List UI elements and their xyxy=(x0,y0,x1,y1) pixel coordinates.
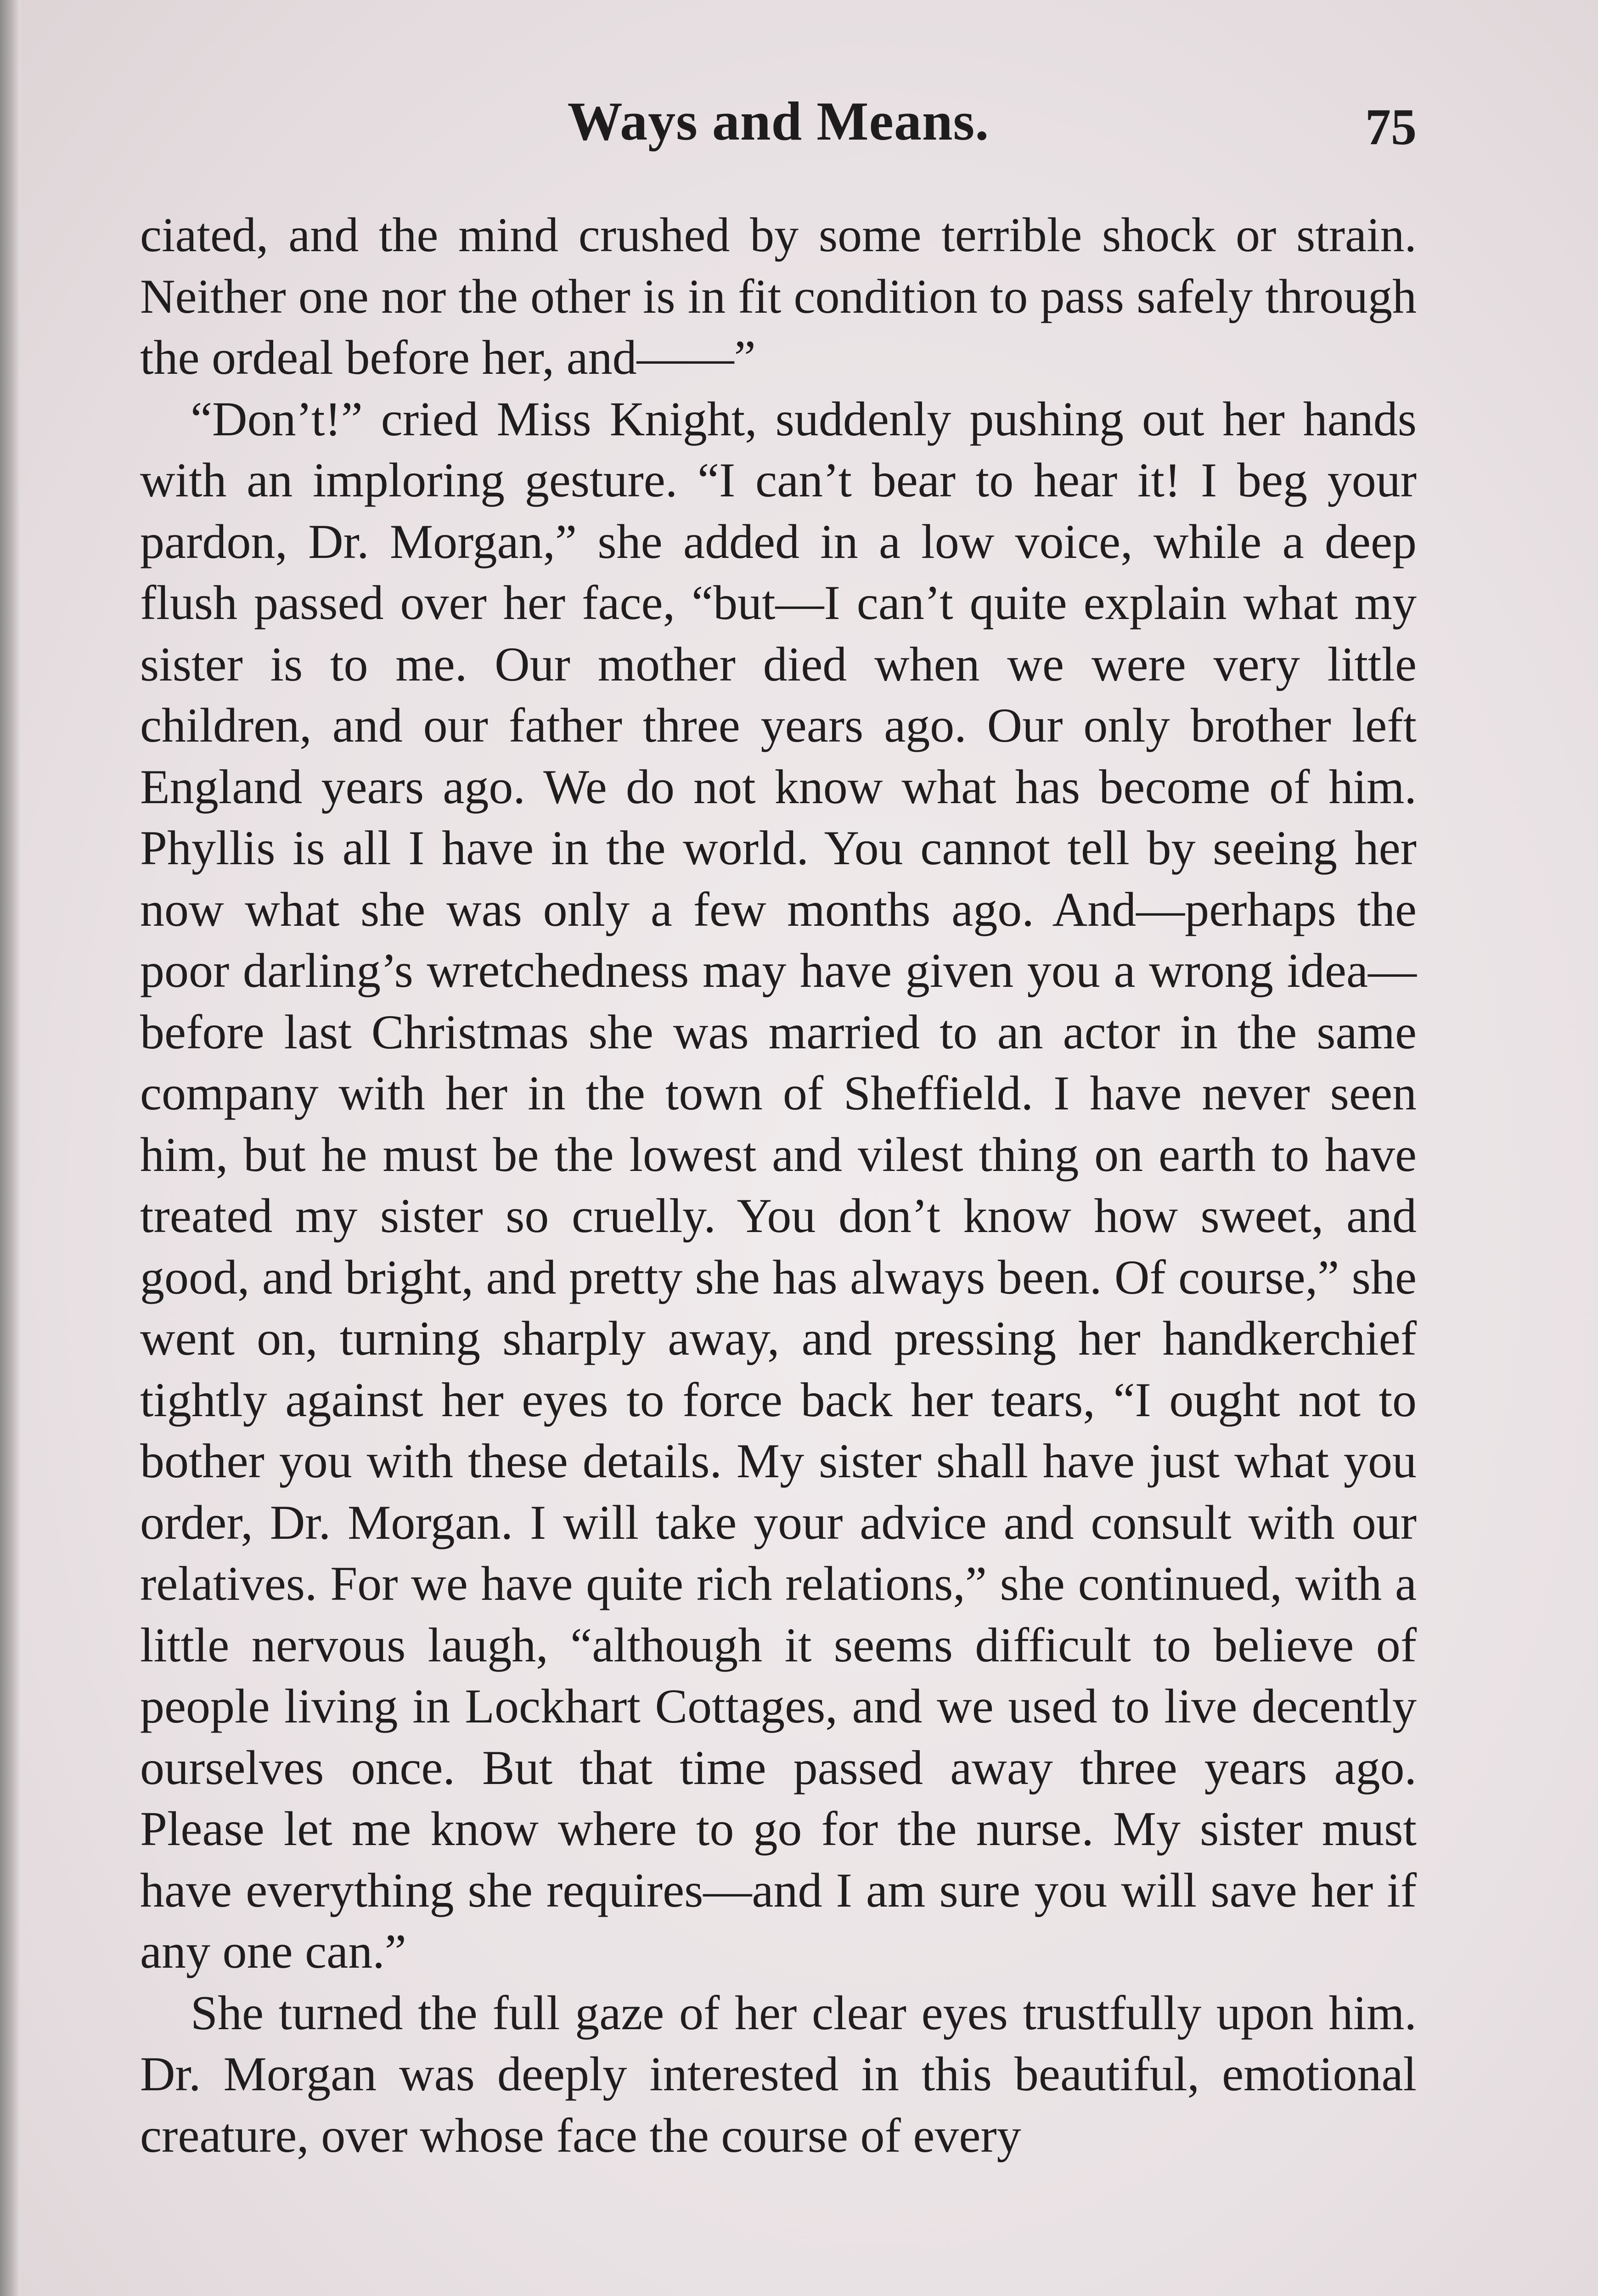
page-gutter-edge xyxy=(0,0,20,2296)
page-header xyxy=(140,90,1417,158)
body-text xyxy=(140,204,1417,2166)
paragraph-continued: ciated, and the mind crushed by some terrible shock or strain. Neither one nor the other is in fit condition to pass safely through the ordeal before her, and——” xyxy=(140,208,1417,384)
paragraph-narration: She turned the full gaze of her clear eyes trustfully upon him. Dr. Morgan was deeply interested in this beautiful, emotional creature, over whose face the course of every xyxy=(140,1986,1417,2162)
running-title: Ways and Means. xyxy=(567,90,990,152)
paragraph-dialogue: “Don’t!” cried Miss Knight, suddenly pushing out her hands with an imploring gesture. “I can’t bear to hear it! I beg your pardon, Dr. Morgan,” she added in a low voice, while a deep flush passed over her face, “but—I can’t quite explain what my sister is to me. Our mother died when we were very little children, and our father three years ago. Our only brother left England years ago. We do not know what has become of him. Phyllis is all I have in the world. You cannot tell by seeing her now what she was only a few months ago. And—perhaps the poor darling’s wretchedness may have given you a wrong idea—before last Christmas she was married to an actor in the same company with her in the town of Sheffield. I have never seen him, but he must be the lowest and vilest thing on earth to have treated my sister so cruelly. You don’t know how sweet, and good, and bright, and pretty she has always been. Of course,” she went on, turning sharply away, and pressing her handkerchief tightly against her eyes to force back her tears, “I ought not to bother you with these details. My sister shall have just what you order, Dr. Morgan. I will take your advice and consult with our relatives. For we have quite rich relations,” she continued, with a little nervous laugh, “although it seems difficult to believe of people living in Lockhart Cottages, and we used to live decently ourselves once. But that time passed away three years ago. Please let me know where to go for the nurse. My sister must have everything she requires—and I am sure you will save her if any one can.” xyxy=(140,392,1417,1978)
page-number: 75 xyxy=(1365,99,1417,156)
